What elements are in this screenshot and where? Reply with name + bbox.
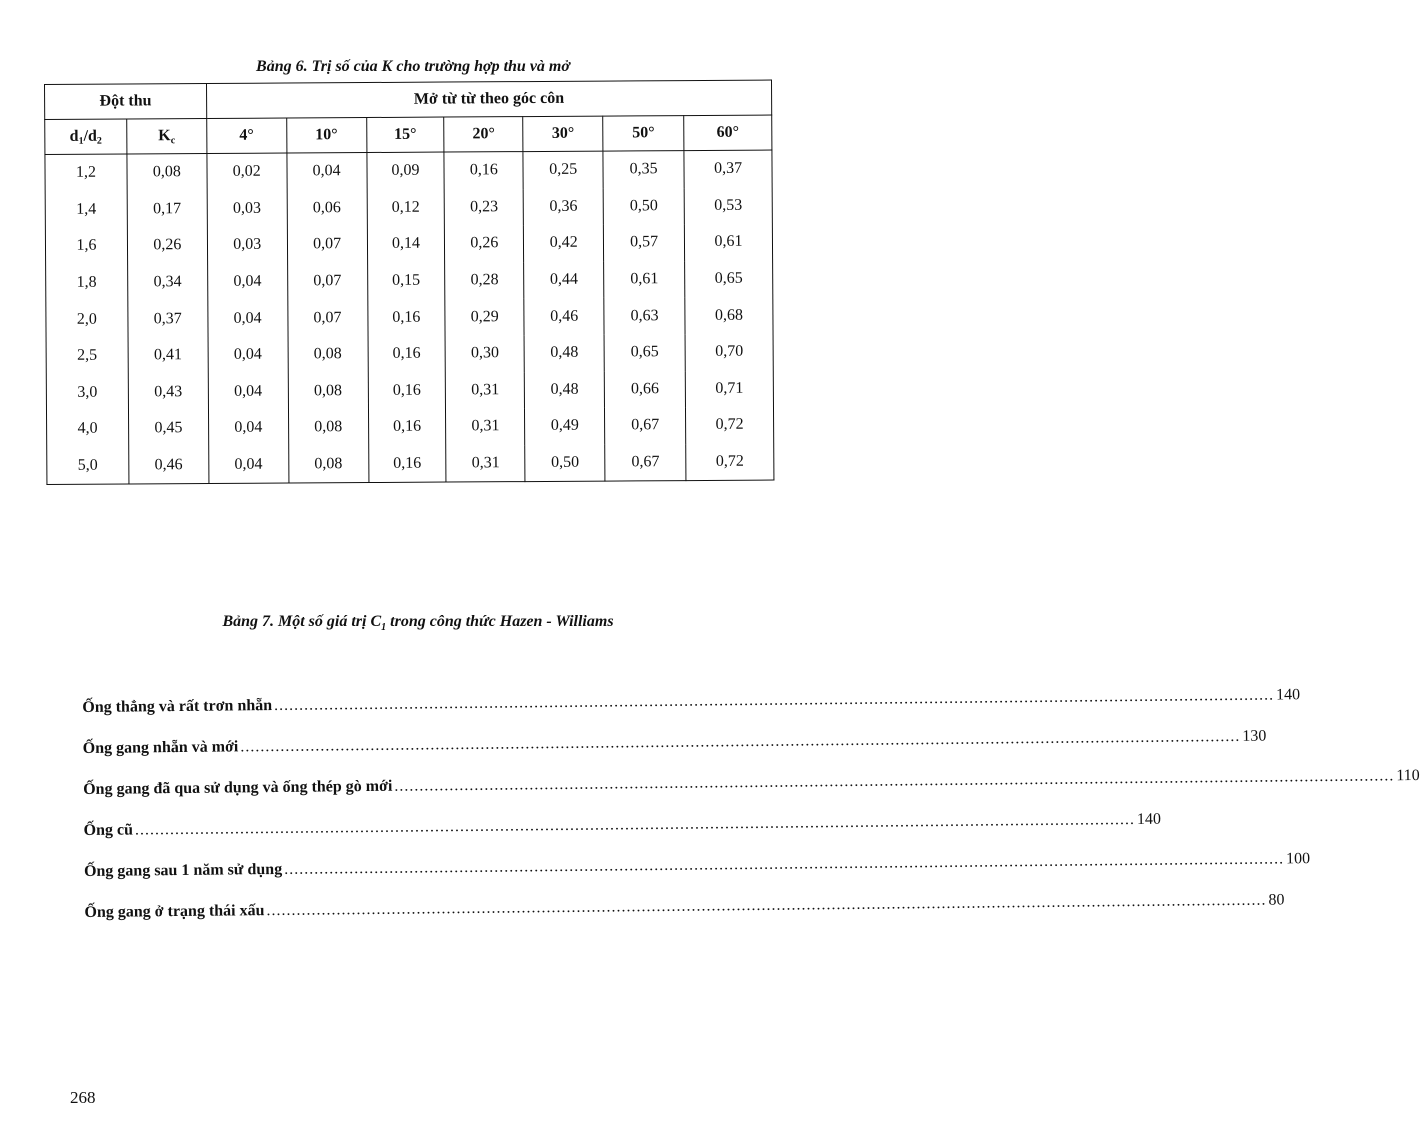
k-value-cell: 0,30 bbox=[445, 335, 524, 372]
c1-value: 110 bbox=[1396, 766, 1420, 785]
header-angle: 15° bbox=[366, 117, 444, 152]
table-row bbox=[46, 334, 773, 375]
c1-value: 140 bbox=[1136, 810, 1161, 828]
ratio-cell: 4,0 bbox=[46, 411, 128, 448]
k-value-cell: 0,16 bbox=[444, 152, 523, 190]
kc-cell: 0,34 bbox=[127, 264, 207, 301]
k-value-cell: 0,57 bbox=[604, 224, 685, 261]
table-row bbox=[46, 407, 773, 448]
list-item bbox=[83, 833, 1311, 881]
list-item bbox=[83, 792, 1161, 840]
ratio-cell: 1,8 bbox=[46, 264, 128, 301]
c1-value: 130 bbox=[1242, 727, 1267, 745]
k-value-cell: 0,31 bbox=[446, 445, 525, 483]
ratio-cell: 2,5 bbox=[46, 337, 128, 374]
leader-dots: ........................................................................................................................................................................................................ bbox=[274, 686, 1275, 714]
k-value-cell: 0,04 bbox=[208, 446, 288, 484]
kc-cell: 0,26 bbox=[127, 227, 207, 264]
list-item bbox=[84, 874, 1285, 922]
k-value-cell: 0,09 bbox=[366, 152, 444, 190]
header-contraction: Đột thu bbox=[45, 84, 207, 120]
k-value-cell: 0,46 bbox=[524, 298, 604, 335]
k-value-cell: 0,04 bbox=[287, 153, 367, 191]
c1-value: 100 bbox=[1286, 850, 1311, 868]
kc-cell: 0,17 bbox=[127, 191, 207, 228]
header-angle: 60° bbox=[684, 115, 772, 151]
k-value-cell: 0,71 bbox=[685, 370, 773, 407]
k-value-cell: 0,03 bbox=[207, 190, 287, 227]
ratio-cell: 5,0 bbox=[47, 447, 129, 485]
k-value-cell: 0,37 bbox=[684, 150, 772, 188]
k-value-cell: 0,16 bbox=[368, 409, 446, 446]
k-coefficient-table bbox=[44, 80, 774, 486]
leader-dots: ........................................................................................................................................................................................................ bbox=[284, 850, 1285, 878]
leader-dots: ........................................................................................................................................................................................................ bbox=[134, 810, 1135, 839]
k-value-cell: 0,70 bbox=[685, 334, 773, 371]
k-value-cell: 0,36 bbox=[523, 188, 603, 225]
ratio-cell: 1,6 bbox=[45, 228, 127, 265]
k-value-cell: 0,08 bbox=[288, 373, 368, 410]
table-row bbox=[46, 260, 773, 301]
k-value-cell: 0,16 bbox=[368, 372, 446, 409]
table-row bbox=[45, 224, 772, 265]
header-expansion: Mở từ từ theo góc côn bbox=[206, 80, 771, 118]
k-value-cell: 0,68 bbox=[685, 297, 773, 334]
header-diameter-ratio: $d_1/d_2$ bbox=[45, 119, 127, 154]
k-value-cell: 0,72 bbox=[686, 443, 774, 481]
header-kc: $K_c$ bbox=[127, 119, 207, 154]
k-value-cell: 0,04 bbox=[208, 336, 288, 373]
k-value-cell: 0,29 bbox=[445, 298, 524, 335]
ratio-cell: 3,0 bbox=[46, 374, 128, 411]
k-value-cell: 0,15 bbox=[367, 262, 445, 299]
k-value-cell: 0,04 bbox=[208, 410, 288, 447]
ratio-cell: 1,4 bbox=[45, 191, 127, 228]
k-value-cell: 0,63 bbox=[604, 297, 685, 334]
k-value-cell: 0,61 bbox=[604, 261, 685, 298]
page-number: 268 bbox=[70, 1088, 96, 1107]
pipe-type-label: Ống gang sau 1 năm sử dụng bbox=[83, 860, 283, 880]
k-value-cell: 0,49 bbox=[525, 408, 605, 445]
c1-value: 80 bbox=[1268, 891, 1285, 909]
ratio-cell: 2,0 bbox=[46, 301, 128, 338]
table-row bbox=[45, 187, 772, 228]
k-value-cell: 0,14 bbox=[367, 226, 445, 263]
header-angle: 50° bbox=[603, 116, 684, 151]
k-value-cell: 0,04 bbox=[208, 300, 288, 337]
k-value-cell: 0,42 bbox=[524, 225, 604, 262]
k-value-cell: 0,26 bbox=[445, 225, 524, 262]
kc-cell: 0,43 bbox=[128, 374, 208, 411]
list-item bbox=[82, 710, 1267, 758]
kc-cell: 0,08 bbox=[127, 154, 207, 192]
kc-cell: 0,46 bbox=[129, 447, 209, 485]
k-value-cell: 0,16 bbox=[368, 445, 446, 483]
k-value-cell: 0,67 bbox=[605, 444, 686, 482]
header-angle: 30° bbox=[523, 116, 603, 151]
k-value-cell: 0,07 bbox=[287, 263, 367, 300]
k-value-cell: 0,07 bbox=[287, 299, 367, 336]
k-value-cell: 0,72 bbox=[686, 407, 774, 444]
header-angle: 10° bbox=[286, 118, 366, 153]
k-value-cell: 0,50 bbox=[603, 188, 684, 225]
k-value-cell: 0,04 bbox=[207, 263, 287, 300]
k-value-cell: 0,50 bbox=[525, 444, 605, 482]
leader-dots: ........................................................................................................................................................................................................ bbox=[266, 891, 1267, 920]
k-value-cell: 0,25 bbox=[523, 151, 603, 189]
k-value-cell: 0,67 bbox=[605, 407, 686, 444]
table-row bbox=[45, 150, 772, 192]
table6-caption: Bảng 6. Trị số của K cho trường hợp thu và mở bbox=[256, 58, 570, 75]
k-value-cell: 0,31 bbox=[446, 408, 525, 445]
k-value-cell: 0,08 bbox=[288, 409, 368, 446]
header-angle: 4° bbox=[206, 118, 286, 153]
k-value-cell: 0,08 bbox=[288, 336, 368, 373]
k-value-cell: 0,16 bbox=[367, 299, 445, 336]
table-row bbox=[47, 443, 774, 485]
k-value-cell: 0,23 bbox=[445, 189, 524, 226]
pipe-type-label: Ống gang đã qua sử dụng và ống thép gò mới bbox=[83, 777, 393, 798]
k-value-cell: 0,28 bbox=[445, 262, 524, 299]
k-value-cell: 0,35 bbox=[603, 151, 684, 189]
k-value-cell: 0,03 bbox=[207, 227, 287, 264]
k-value-cell: 0,02 bbox=[207, 153, 287, 191]
hazen-williams-list bbox=[82, 669, 1420, 922]
k-value-cell: 0,08 bbox=[288, 446, 368, 484]
k-value-cell: 0,04 bbox=[208, 373, 288, 410]
k-value-cell: 0,31 bbox=[446, 372, 525, 409]
k-value-cell: 0,07 bbox=[287, 226, 367, 263]
k-value-cell: 0,66 bbox=[604, 371, 685, 408]
table7-caption: Bảng 7. Một số giá trị $C_1$ trong công thức Hazen - Williams bbox=[222, 613, 614, 634]
k-value-cell: 0,65 bbox=[685, 260, 773, 297]
pipe-type-label: Ống cũ bbox=[83, 821, 134, 839]
k-value-cell: 0,48 bbox=[525, 371, 605, 408]
kc-cell: 0,41 bbox=[128, 337, 208, 374]
leader-dots: ........................................................................................................................................................................................................ bbox=[394, 767, 1395, 795]
header-angle: 20° bbox=[444, 117, 523, 152]
pipe-type-label: Ống thẳng và rất trơn nhẵn bbox=[82, 697, 273, 716]
table-row bbox=[46, 370, 773, 411]
k-value-cell: 0,44 bbox=[524, 261, 604, 298]
pipe-type-label: Ống gang ở trạng thái xấu bbox=[84, 902, 265, 921]
c1-value: 140 bbox=[1275, 686, 1301, 704]
k-value-cell: 0,16 bbox=[368, 336, 446, 373]
k-value-cell: 0,65 bbox=[604, 334, 685, 371]
k-value-cell: 0,53 bbox=[684, 187, 772, 224]
list-item bbox=[83, 751, 1420, 799]
k-value-cell: 0,48 bbox=[524, 335, 604, 372]
pipe-type-label: Ống gang nhẵn và mới bbox=[82, 738, 239, 757]
kc-cell: 0,45 bbox=[128, 410, 208, 447]
table-row bbox=[46, 297, 773, 338]
kc-cell: 0,37 bbox=[128, 300, 208, 337]
k-value-cell: 0,12 bbox=[367, 189, 445, 226]
k-value-cell: 0,61 bbox=[684, 224, 772, 261]
list-item bbox=[82, 669, 1301, 717]
ratio-cell: 1,2 bbox=[45, 154, 127, 192]
leader-dots: ........................................................................................................................................................................................................ bbox=[240, 727, 1241, 756]
k-value-cell: 0,06 bbox=[287, 190, 367, 227]
